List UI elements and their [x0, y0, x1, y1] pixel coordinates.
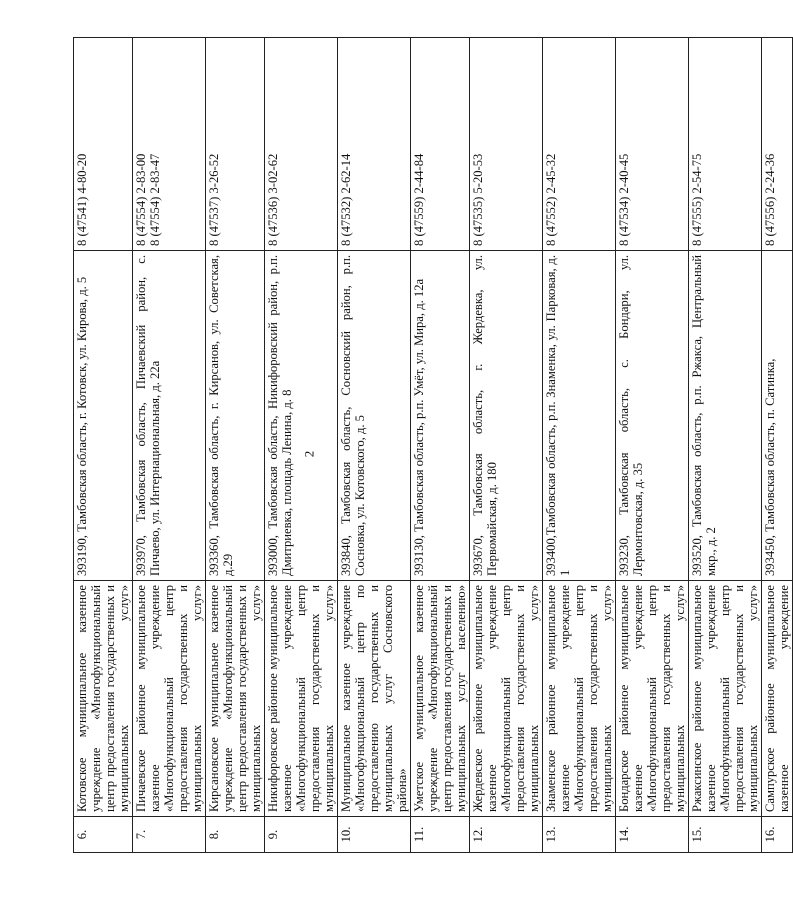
address: 393360, Тамбовская область, г. Кирсанов, ул. Советская, д.29: [206, 251, 265, 581]
table-row: [411, 38, 470, 853]
institution-name: Котовское муниципальное казенное учреждение «Многофункциональный центр предоставления государственных и муниципальных услуг»: [74, 581, 133, 817]
table-body: [74, 38, 793, 853]
row-number: 14.: [616, 817, 689, 853]
row-number: 8.: [206, 817, 265, 853]
phone: 8 (47541) 4-80-20: [74, 38, 133, 251]
institution-name: Муниципальное казенное учреждение «Многофункциональный центр по предоставлению государственных и муниципальных услуг Сосновского района»: [338, 581, 411, 817]
phone: 8 (47556) 2-24-36: [762, 38, 793, 251]
page-number: 2: [301, 450, 317, 458]
mfc-table: [73, 37, 793, 853]
phone: 8 (47534) 2-40-45: [616, 38, 689, 251]
table-rotated: [73, 38, 791, 853]
table-row: [265, 38, 338, 853]
table-row: [133, 38, 206, 853]
table-row: [689, 38, 762, 853]
address: 393000, Тамбовская область, Никифоровский район, р.п. Дмитриевка, площадь Ленина, д. 8: [265, 251, 338, 581]
phone: 8 (47535) 5-20-53: [470, 38, 543, 251]
institution-name: Жердевское районное муниципальное казенное учреждение «Многофункциональный центр предоставления государственных и муниципальных услуг»: [470, 581, 543, 817]
institution-name: Сампурское районное муниципальное казенное учреждение: [762, 581, 793, 817]
address: 393840, Тамбовская область, Сосновский район, р.п. Сосновка, ул. Котовского, д. 5: [338, 251, 411, 581]
institution-name: Бондарское районное муниципальное казенное учреждение «Многофункциональный центр предоставления государственных и муниципальных услуг»: [616, 581, 689, 817]
table-row: [206, 38, 265, 853]
row-number: 7.: [133, 817, 206, 853]
phone: 8 (47532) 2-62-14: [338, 38, 411, 251]
row-number: 13.: [543, 817, 616, 853]
address: 393670, Тамбовская область, г. Жердевка, ул. Первомайская, д. 180: [470, 251, 543, 581]
institution-name: Уметское муниципальное казенное учреждение «Многофункциональный центр предоставления государственных и муниципальных услуг населению»: [411, 581, 470, 817]
address: 393230, Тамбовская область, с. Бондари, ул. Лермонтовская, д. 35: [616, 251, 689, 581]
row-number: 12.: [470, 817, 543, 853]
table-row: [543, 38, 616, 853]
table-row: [470, 38, 543, 853]
institution-name: Никифоровское районное муниципальное казенное учреждение «Многофункциональный центр предоставления государственных и муниципальных услуг»: [265, 581, 338, 817]
address: 393190, Тамбовская область, г. Котовск, ул. Кирова, д. 5: [74, 251, 133, 581]
row-number: 10.: [338, 817, 411, 853]
phone: 8 (47555) 2-54-75: [689, 38, 762, 251]
institution-name: Ржаксинское районное муниципальное казенное учреждение «Многофункциональный центр предоставления государственных и муниципальных услуг»: [689, 581, 762, 817]
phone: 8 (47552) 2-45-32: [543, 38, 616, 251]
phone: 8 (47559) 2-44-84: [411, 38, 470, 251]
address: 393400,Тамбовская область, р.п. Знаменка, ул. Парковая, д. 1: [543, 251, 616, 581]
row-number: 6.: [74, 817, 133, 853]
row-number: 15.: [689, 817, 762, 853]
table-row: [338, 38, 411, 853]
table-row: [762, 38, 793, 853]
address: 393130, Тамбовская область, р.п. Умёт, ул. Мира, д. 12а: [411, 251, 470, 581]
row-number: 9.: [265, 817, 338, 853]
phone: 8 (47554) 2-83-00 8 (47554) 2-83-47: [133, 38, 206, 251]
address: 393520, Тамбовская область, р.п. Ржакса, Центральный мкр., д. 2: [689, 251, 762, 581]
phone: 8 (47536) 3-02-62: [265, 38, 338, 251]
institution-name: Пичаевское районное муниципальное казенное учреждение «Многофункциональный центр предоставления государственных и муниципальных услуг»: [133, 581, 206, 817]
institution-name: Знаменское районное муниципальное казенное учреждение «Многофункциональный центр предоставления государственных и муниципальных услуг»: [543, 581, 616, 817]
address: 393450, Тамбовская область, п. Сатинка,: [762, 251, 793, 581]
table-row: [616, 38, 689, 853]
phone: 8 (47537) 3-26-52: [206, 38, 265, 251]
row-number: 16.: [762, 817, 793, 853]
table-row: [74, 38, 133, 853]
rotated-page-area: [73, 38, 791, 853]
institution-name: Кирсановское муниципальное казенное учреждение «Многофункциональный центр предоставления государственных и муниципальных услуг»: [206, 581, 265, 817]
row-number: 11.: [411, 817, 470, 853]
address: 393970, Тамбовская область, Пичаевский район, с. Пичаево, ул. Интернациональная, д. 22а: [133, 251, 206, 581]
